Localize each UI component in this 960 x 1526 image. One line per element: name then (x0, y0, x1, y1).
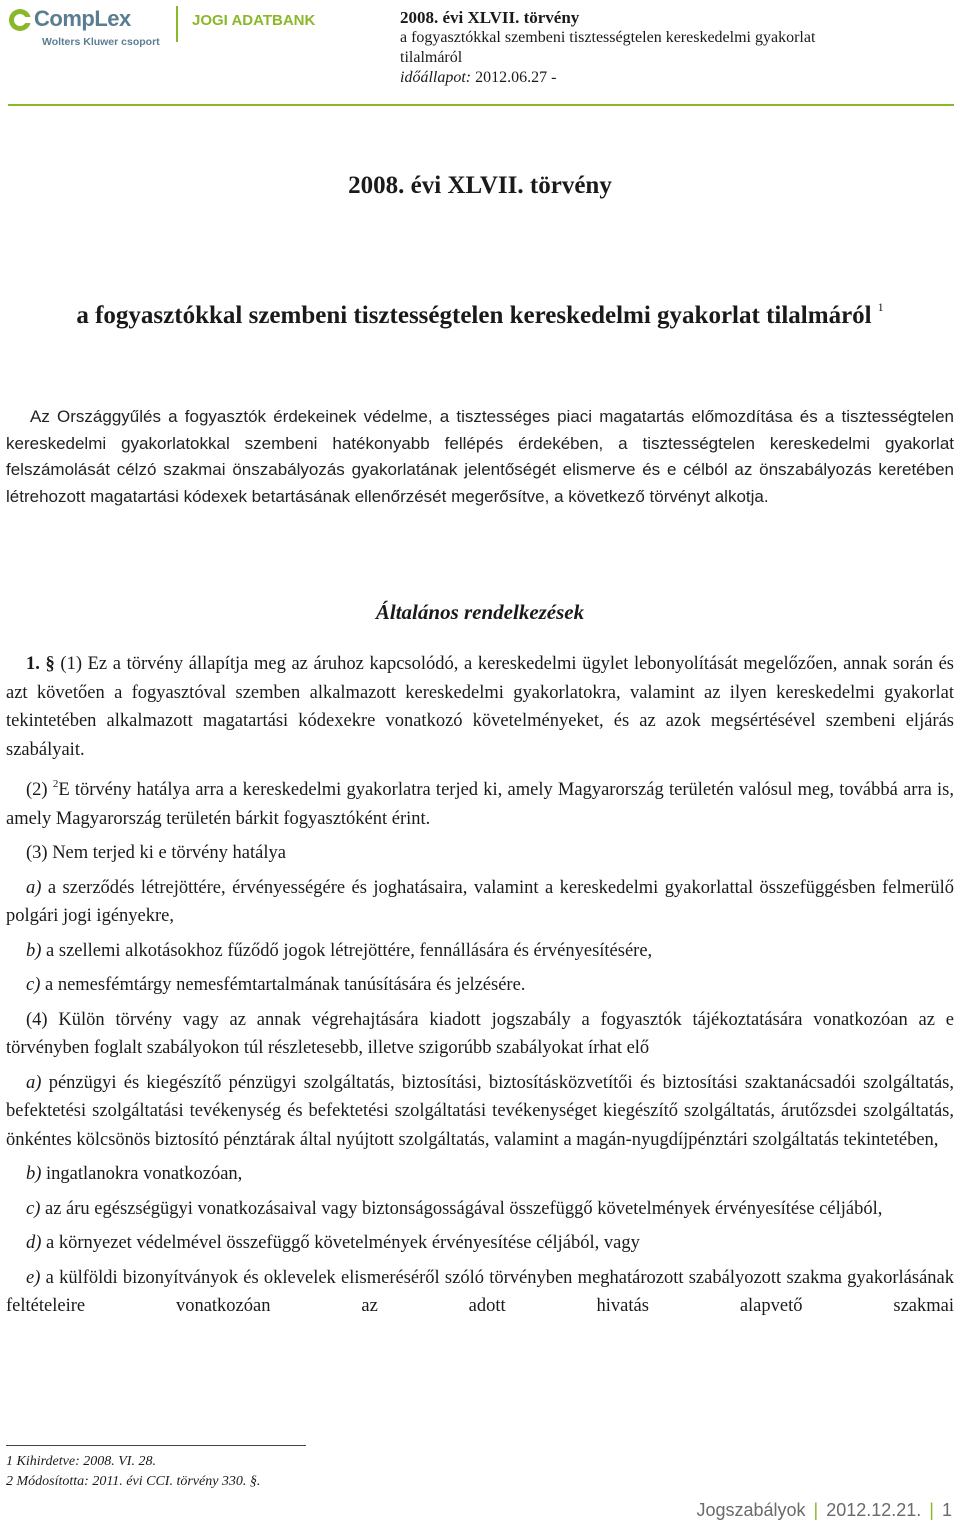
footer-separator: | (929, 1500, 934, 1520)
item-4c (6, 1195, 954, 1224)
paragraph-1-1 (6, 650, 954, 764)
footer-separator: | (813, 1500, 819, 1520)
item-text: az áru egészségügyi vonatkozásaival vagy biztonságosságával összefüggő követelmények érvényesítése céljából, (45, 1198, 883, 1219)
item-3c (6, 971, 954, 1000)
document-subtitle (0, 300, 960, 330)
footnote-ref-2[interactable]: 2 (52, 778, 59, 790)
item-text: pénzügyi és kiegészítő pénzügyi szolgáltatás, biztosítási, biztosításközvetítői és biztosítási szaktanácsadói szolgáltatás, befektetési szolgáltatási tevékenység és befektetési szolgáltatási tevékenységet kiegészítő szolgáltatás, árutőzsdei szolgáltatás, önkéntes kölcsönös biztosító pénztárak által nyújtott szolgáltatás, valamint a magán-nyugdíjpénztári szolgáltatás tekintetében, (6, 1072, 955, 1150)
logo-divider (176, 6, 178, 42)
brand-name: CompLex (34, 6, 131, 31)
paragraph-1-4: (4) Külön törvény vagy az annak végrehajtására kiadott jogszabály a fogyasztók tájékoztatására vonatkozóan az e törvényben foglalt szabályokon túl részletesebb, illetve szigorúbb szabályokat írhat elő (6, 1009, 954, 1058)
header-law-title-line1: a fogyasztókkal szembeni tisztességtelen kereskedelmi gyakorlat (400, 29, 816, 46)
page-number: 1 (941, 1500, 952, 1520)
item-3b (6, 937, 954, 966)
item-label: b) (26, 940, 42, 961)
footnotes (6, 1452, 260, 1492)
item-4d (6, 1229, 954, 1258)
footnote-1: 1 Kihirdetve: 2008. VI. 28. (6, 1454, 156, 1469)
document-body (6, 650, 954, 1327)
header-effective-date (400, 68, 950, 88)
document-header (0, 0, 960, 110)
item-label: c) (26, 1198, 41, 1219)
effective-value: 2012.06.27 - (475, 69, 557, 86)
header-law-id: 2008. évi XLVII. törvény (400, 8, 580, 27)
header-rule (8, 104, 954, 106)
item-text: a külföldi bizonyítványok és oklevelek elismeréséről szóló törvényben meghatározott szabályozott szakma gyakorlásának feltételeire vonatkozóan az adott hivatás alapvető szakmai (6, 1267, 955, 1316)
item-label: b) (26, 1164, 42, 1184)
item-label: c) (26, 975, 41, 995)
paragraph-1-1-text: (1) Ez a törvény állapítja meg az áruhoz kapcsolódó, a kereskedelmi ügylet lebonyolítását megelőzően, annak során és azt követően a fogyasztóval szemben alkalmazott kereskedelmi gyakorlatokra, valamint az ilyen kereskedelmi gyakorlat tekintetében alkalmazott magatartási kódexekre vonatkozó követelményeket, és az azok megsértésével szembeni eljárás szabályait. (6, 654, 954, 760)
paragraph-1-2 (6, 770, 954, 833)
item-text: a környezet védelmével összefüggő követelmények érvényesítése céljából, vagy (46, 1233, 640, 1253)
footer-date: 2012.12.21. (826, 1500, 922, 1520)
paragraph-1-2-number: (2) (26, 780, 48, 800)
item-text: ingatlanokra vonatkozóan, (46, 1164, 243, 1184)
section-sign: § (45, 654, 55, 674)
footnote-2: 2 Módosította: 2011. évi CCI. törvény 330. §. (6, 1474, 261, 1489)
product-name: JOGI ADATBANK (192, 12, 316, 29)
item-label: d) (26, 1233, 42, 1253)
item-text: a szellemi alkotásokhoz fűződő jogok létrejöttére, fennállására és érvényesítésére, (46, 940, 653, 961)
header-law-title-line2: tilalmáról (400, 49, 463, 66)
brand-subtitle: Wolters Kluwer csoport (42, 36, 160, 48)
footnote-rule (6, 1445, 306, 1446)
footnote-ref-1[interactable]: 1 (877, 300, 884, 314)
preamble: Az Országgyűlés a fogyasztók érdekeinek védelme, a tisztességes piaci magatartás előmozdítása és a tisztességtelen kereskedelmi gyakorlatokkal szembeni hatékonyabb fellépés érdekében, a tisztességtelen kereskedelmi gyakorlat felszámolását célzó szakmai önszabályozás gyakorlatának jelentőségét elismerve és e célból az önszabályozás keretében létrehozott magatartási kódexek betartásának ellenőrzését megerősítve, a következő törvényt alkotja. (6, 407, 954, 506)
document-title: 2008. évi XLVII. törvény (348, 172, 612, 199)
item-4a (6, 1069, 954, 1155)
section-number: 1. (26, 654, 40, 674)
effective-label: időállapot: (400, 69, 472, 86)
document-subtitle-text: a fogyasztókkal szembeni tisztességtelen kereskedelmi gyakorlat tilalmáról (76, 302, 872, 329)
paragraph-1-2-text: E törvény hatálya arra a kereskedelmi gyakorlatra terjed ki, amely Magyarország területén valósul meg, továbbá arra is, amely Magyarország területén bárkit fogyasztóként érint. (6, 780, 955, 829)
item-3a (6, 874, 954, 931)
section-heading: Általános rendelkezések (375, 600, 585, 624)
item-4b (6, 1160, 954, 1189)
header-law-info (400, 8, 950, 88)
item-label: e) (26, 1267, 41, 1288)
item-label: a) (26, 877, 42, 898)
item-text: a nemesfémtárgy nemesfémtartalmának tanúsítására és jelzésére. (45, 975, 526, 995)
page-footer (696, 1500, 952, 1521)
footer-label: Jogszabályok (696, 1500, 806, 1520)
complex-logo-icon (8, 8, 32, 32)
complex-logo (8, 6, 168, 50)
item-4e (6, 1264, 954, 1321)
item-text: a szerződés létrejöttére, érvényességére és joghatásaira, valamint a kereskedelmi gyakorlattal összefüggésben felmerülő polgári jogi igényekre, (6, 877, 954, 926)
item-label: a) (26, 1072, 42, 1093)
paragraph-1-3: (3) Nem terjed ki e törvény hatálya (26, 843, 286, 863)
